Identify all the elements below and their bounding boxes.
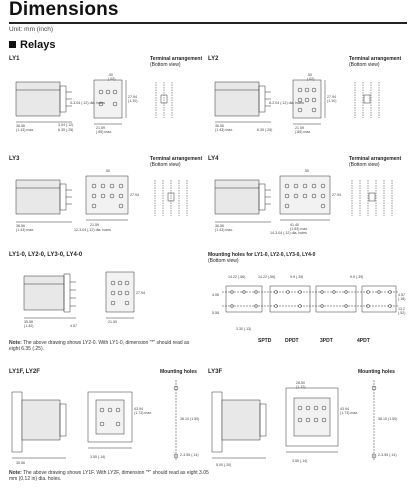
drawing-ly3f-front bbox=[286, 388, 338, 452]
model-label-ly1f: LY1F, LY2F bbox=[9, 369, 40, 375]
drawing-ly1f-side bbox=[12, 392, 66, 458]
note-ly-o: Note: The above drawing shows LY2-0. With LY1-0, dimension "*" should read as eight 6.35 (.25). bbox=[9, 340, 190, 352]
page-title: Dimensions bbox=[9, 0, 119, 20]
dim-ly3f-2850: 28.50 bbox=[296, 381, 305, 385]
dim-ly3f-3810: 38.10 (1.50) bbox=[378, 417, 398, 421]
dim-ly2-143: (1.43) max. bbox=[215, 128, 234, 132]
dim-ly1-2794: 27.94 bbox=[128, 95, 137, 99]
dim-ly2-050: .50 bbox=[307, 73, 312, 77]
dim-lyo-457: 4.57 bbox=[70, 324, 77, 328]
model-label-ly3f: LY3F bbox=[208, 369, 223, 375]
mounting-heading-ly1f: Mounting holes bbox=[160, 369, 197, 375]
dim-ly1-635: 6.35 (.25) bbox=[58, 128, 74, 132]
dim-lyo-3556: 35.56 bbox=[24, 320, 33, 324]
dim-ly1f-3810: 38.10 (1.50) bbox=[180, 417, 200, 421]
drawing-ly1-terminals bbox=[156, 82, 172, 118]
dim-ly3-050: .50 bbox=[105, 169, 110, 173]
terminal-heading-ly2: Terminal arrangement (Bottom view) bbox=[349, 56, 402, 68]
dim-ly3-143: (1.43) max. bbox=[16, 228, 35, 232]
model-label-ly4: LY4 bbox=[208, 156, 219, 162]
dim-ly2-85: (.85) max. bbox=[295, 130, 312, 134]
drawing-ly3-front bbox=[86, 176, 128, 220]
pole-label-3pdt: 3PDT bbox=[320, 338, 333, 344]
pole-label-sptd: SPTD bbox=[258, 338, 272, 344]
dim-ly3f-4394: 43.94 bbox=[340, 407, 349, 411]
dim-ly1-304: 3.04 (.12) bbox=[58, 123, 74, 127]
dim-ly2-3656: 36.56 bbox=[215, 124, 224, 128]
model-label-ly2: LY2 bbox=[208, 56, 219, 62]
model-label-ly3: LY3 bbox=[9, 156, 20, 162]
dim-ly1f-3556b: 35.56 bbox=[16, 461, 25, 465]
drawing-ly4-front bbox=[280, 176, 330, 220]
dim-ly3f-173: (1.73) max. bbox=[340, 411, 359, 415]
terminal-coil-ly3 bbox=[168, 193, 174, 201]
terminal-coil-ly2 bbox=[364, 95, 370, 103]
dim-mh-52: (.52) bbox=[398, 311, 406, 315]
dim-ly3f-3556: 3.55 (.14) bbox=[292, 459, 308, 463]
model-label-ly1: LY1 bbox=[9, 56, 20, 62]
dim-mh-1422a: 14.22 (.56) bbox=[228, 275, 246, 279]
drawing-ly3-side bbox=[16, 180, 72, 222]
terminal-coil-ly1 bbox=[161, 95, 167, 103]
drawing-ly4-side bbox=[215, 180, 271, 222]
mounting-heading-ly-o: Mounting holes for LY1-0, LY2-0, LY3-0, LY4-0 (Bottom view) bbox=[208, 252, 316, 264]
mounting-heading-ly3f: Mounting holes bbox=[358, 369, 395, 375]
drawing-ly1-side bbox=[16, 82, 72, 122]
dim-ly2-110: (1.10) bbox=[327, 99, 337, 103]
note-ly1f: Note: The above drawing shows LY1F. With LY2F, dimension "*" should read as eight 3.05 mm (0.12 in) dia. holes. bbox=[9, 470, 209, 482]
dim-ly2-2794: 27.94 bbox=[327, 95, 336, 99]
dim-mh-330: 3.30 (.13) bbox=[236, 327, 252, 331]
mounting-holes-ly3f bbox=[372, 380, 376, 460]
dim-ly1f-3556: 3.55 (.14) bbox=[90, 455, 106, 459]
dim-ly4-143: (1.43) max. bbox=[215, 228, 234, 232]
pole-label-dpdt: DPDT bbox=[285, 338, 299, 344]
dim-mh-999b: 9.9 (.39) bbox=[350, 275, 364, 279]
dim-mh-558: 5.58 bbox=[212, 311, 219, 315]
dim-ly4-163: (1.63) max. bbox=[290, 227, 309, 231]
dim-ly2-2159: 21.59 bbox=[295, 126, 304, 130]
dim-ly1f-4394: 43.94 bbox=[134, 407, 143, 411]
dimension-labels bbox=[16, 73, 405, 467]
dim-ly2-635: 6.35 (.25) bbox=[257, 128, 273, 132]
dim-ly1-2159: 21.59 bbox=[96, 126, 105, 130]
terminal-coil-ly4 bbox=[369, 193, 375, 201]
pole-label-4pdt: 4PDT bbox=[357, 338, 370, 344]
drawing-ly1f-front bbox=[88, 392, 132, 448]
dim-lyo-2794: 27.94 bbox=[136, 291, 145, 295]
dim-ly3f-1120: (1.12) bbox=[296, 385, 306, 389]
mounting-holes-grid-ly-o bbox=[222, 286, 398, 312]
drawing-ly-o-side bbox=[24, 274, 76, 318]
dim-ly1-143: (1.43) max. bbox=[16, 128, 35, 132]
dim-ly3-2794: 27.94 bbox=[130, 193, 139, 197]
drawing-ly3f-side bbox=[212, 392, 266, 458]
dim-ly3-2159: 21.59 bbox=[90, 223, 99, 227]
dim-ly2-8204: 8-2.04 (.12) dia. holes bbox=[269, 101, 304, 105]
dim-mh-18: (.18) bbox=[398, 297, 406, 301]
dim-ly1-3656: 36.56 bbox=[16, 124, 25, 128]
dim-ly1-050: .50 bbox=[108, 73, 113, 77]
dim-ly4-3656: 36.56 bbox=[215, 224, 224, 228]
dim-mh-457: 4.57 bbox=[398, 293, 405, 297]
mounting-holes-ly1f bbox=[174, 380, 178, 460]
unit-note: Unit: mm (inch) bbox=[9, 26, 54, 33]
dim-ly3-1204: 12-3.04 (.12) dia. holes bbox=[74, 228, 111, 232]
dim-ly3f-500: 5.00 (.20) bbox=[216, 463, 232, 467]
drawing-ly-o-front bbox=[106, 272, 134, 318]
dim-ly1-110: (1.10) bbox=[128, 99, 138, 103]
model-label-ly-o: LY1-0, LY2-0, LY3-0, LY4-0 bbox=[9, 252, 83, 258]
dim-mh-1422b: 14.22 (.56) bbox=[258, 275, 276, 279]
drawing-ly2-side bbox=[215, 82, 271, 122]
terminal-heading-ly3: Terminal arrangement (Bottom view) bbox=[150, 156, 203, 168]
dim-ly3f-2335: 2-3.55 (.14) bbox=[378, 453, 397, 457]
dim-ly4-2794: 27.94 bbox=[332, 193, 341, 197]
dim-ly4-1404: 14-3.04 (.12) dia. holes bbox=[270, 231, 307, 235]
dim-ly1-5356: 5-3.04 (.12) dia. holes bbox=[70, 101, 105, 105]
dim-mh-999a: 9.9 (.39) bbox=[290, 275, 304, 279]
dim-mh-132: 13.2 bbox=[398, 307, 405, 311]
drawing-ly2-terminals bbox=[355, 82, 379, 118]
terminal-heading-ly1: Terminal arrangement (Bottom view) bbox=[150, 56, 203, 68]
dim-ly4-4140: 41.40 bbox=[290, 223, 299, 227]
dim-ly1f-2335: 2-3.55 (.14) bbox=[180, 453, 199, 457]
drawing-ly3-terminals bbox=[155, 180, 187, 216]
dim-lyo-2159: 21.59 bbox=[108, 320, 117, 324]
dim-ly3-3656: 36.56 bbox=[16, 224, 25, 228]
drawing-ly4-terminals bbox=[352, 180, 392, 216]
dim-ly1-002: (.02) bbox=[108, 77, 116, 81]
dim-ly2-002: (.02) bbox=[307, 77, 315, 81]
terminal-heading-ly4: Terminal arrangement (Bottom view) bbox=[349, 156, 402, 168]
section-heading-relays: Relays bbox=[9, 39, 55, 51]
dim-ly4-050: .50 bbox=[304, 169, 309, 173]
dim-ly1-85: (.85) max. bbox=[96, 130, 113, 134]
dim-lyo-140: (1.40) bbox=[24, 324, 34, 328]
dim-ly1f-173: (1.73) max. bbox=[134, 411, 153, 415]
dim-mh-406: 4.06 bbox=[212, 293, 219, 297]
